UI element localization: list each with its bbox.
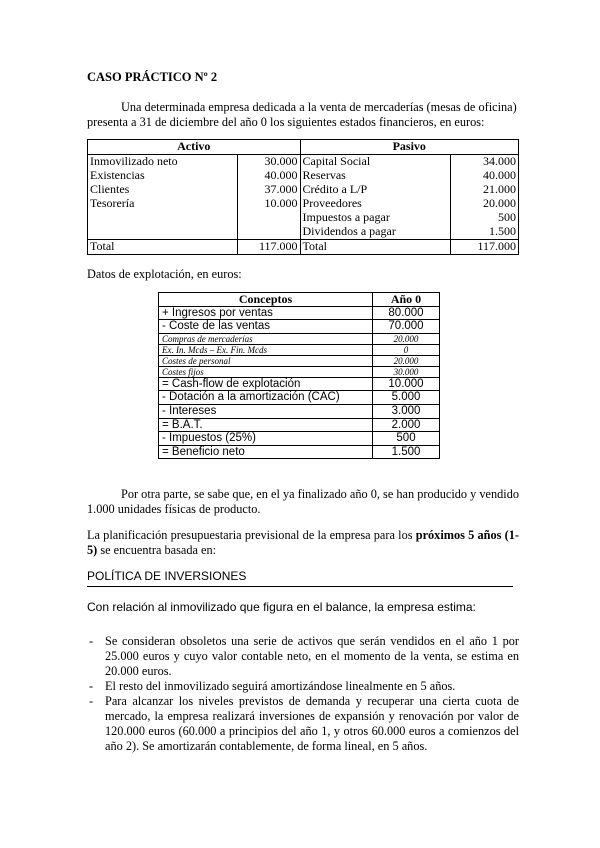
pasivo-label: Proveedores [300,197,451,211]
valor-cell: 70.000 [373,320,440,334]
balance-row [88,211,519,225]
activo-label: Existencias [88,169,238,183]
explotacion-header-row [159,293,440,307]
valor-cell: 30.000 [373,366,440,377]
planning-post: se encuentra basada en: [97,543,217,557]
ano0-header: Año 0 [373,293,440,307]
explotacion-row [159,445,440,459]
bullet-item [87,634,519,679]
balance-row [88,225,519,240]
intro-paragraph [87,100,519,130]
explotacion-row [159,355,440,366]
activo-value: 40.000 [237,169,300,183]
valor-cell: 3.000 [373,404,440,418]
activo-header: Activo [88,140,301,155]
explotacion-row [159,333,440,344]
pasivo-label: Impuestos a pagar [300,211,451,225]
bullet-dash: - [89,679,94,693]
explotacion-row [159,366,440,377]
explotacion-row [159,320,440,334]
valor-cell: 20.000 [373,355,440,366]
concepto-cell: Costes de personal [159,355,373,366]
pasivo-label: Dividendos a pagar [300,225,451,240]
activo-value: 30.000 [237,155,300,170]
concepto-cell: - Dotación a la amortización (CAC) [159,391,373,405]
valor-cell: 0 [373,344,440,355]
balance-header-row [88,140,519,155]
activo-value [237,225,300,240]
bullet-dash: - [89,694,94,708]
pasivo-label: Capital Social [300,155,451,170]
total-activo-value: 117.000 [237,240,300,255]
bullet-item [87,694,519,754]
planning-bold: próximos 5 años (1-5) [87,528,519,557]
bullet-text: Para alcanzar los niveles previstos de demanda y recuperar una cierta cuota de mercado, la empresa realizará inversiones de expansión y renovación por valor de 120.000 euros (60.000 a principios del año 1, y otros 60.000 euros a comienzos del año 2). Se amortizarán contablemente, de forma lineal, en 5 años. [105,694,519,753]
pasivo-value: 20.000 [451,197,519,211]
bullet-item [87,679,519,694]
total-activo-label: Total [88,240,238,255]
balance-row [88,169,519,183]
production-paragraph: Por otra parte, se sabe que, en el ya finalizado año 0, se han producido y vendido 1.000 unidades físicas de producto. [87,487,519,516]
datos-label: Datos de explotación, en euros: [87,267,242,281]
pasivo-header: Pasivo [300,140,518,155]
explotacion-row [159,377,440,391]
bullet-text: Se consideran obsoletos una serie de activos que serán vendidos en el año 1 por 25.000 euros y cuyo valor contable neto, en el momento de la venta, se estima en 20.000 euros. [105,634,519,678]
total-pasivo-value: 117.000 [451,240,519,255]
balance-row [88,183,519,197]
activo-value: 37.000 [237,183,300,197]
concepto-cell: - Impuestos (25%) [159,432,373,446]
concepto-cell: Costes fijos [159,366,373,377]
concepto-cell: + Ingresos por ventas [159,306,373,320]
bullet-list [87,634,519,754]
conceptos-header: Conceptos [159,293,373,307]
explotacion-row [159,404,440,418]
activo-label: Clientes [88,183,238,197]
total-pasivo-label: Total [300,240,451,255]
activo-value [237,211,300,225]
valor-cell: 5.000 [373,391,440,405]
inmovilizado-paragraph: Con relación al inmovilizado que figura en el balance, la empresa estima: [87,600,476,614]
valor-cell: 500 [373,432,440,446]
valor-cell: 80.000 [373,306,440,320]
bullet-text: El resto del inmovilizado seguirá amortizándose linealmente en 5 años. [105,679,456,693]
concepto-cell: Ex. In. Mcds – Ex. Fin. Mcds [159,344,373,355]
page-title: CASO PRÁCTICO Nº 2 [87,70,218,84]
concepto-cell: - Intereses [159,404,373,418]
explotacion-row [159,306,440,320]
planning-pre: La planificación presupuestaria previsional de la empresa para los [87,528,416,542]
valor-cell: 2.000 [373,418,440,432]
pasivo-value: 500 [451,211,519,225]
activo-label [88,211,238,225]
explotacion-row [159,418,440,432]
section-heading: POLÍTICA DE INVERSIONES [87,569,513,587]
pasivo-value: 21.000 [451,183,519,197]
balance-total-row [88,240,519,255]
balance-row [88,197,519,211]
activo-value: 10.000 [237,197,300,211]
activo-label: Tesorería [88,197,238,211]
pasivo-label: Crédito a L/P [300,183,451,197]
balance-sheet-table [87,139,519,255]
concepto-cell: = B.A.T. [159,418,373,432]
pasivo-value: 40.000 [451,169,519,183]
balance-row [88,155,519,170]
pasivo-value: 34.000 [451,155,519,170]
activo-label: Inmovilizado neto [88,155,238,170]
explotacion-row [159,344,440,355]
concepto-cell: = Beneficio neto [159,445,373,459]
valor-cell: 10.000 [373,377,440,391]
pasivo-value: 1.500 [451,225,519,240]
valor-cell: 20.000 [373,333,440,344]
intro-line-2: presenta a 31 de diciembre del año 0 los siguientes estados financieros, en euros: [87,115,485,129]
intro-line-1: Una determinada empresa dedicada a la venta de mercaderías (mesas de oficina) [121,100,517,114]
concepto-cell: = Cash-flow de explotación [159,377,373,391]
concepto-cell: - Coste de las ventas [159,320,373,334]
bullet-dash: - [89,634,94,648]
explotacion-row [159,391,440,405]
concepto-cell: Compras de mercaderías [159,333,373,344]
explotacion-table [158,292,440,459]
valor-cell: 1.500 [373,445,440,459]
activo-label [88,225,238,240]
explotacion-row [159,432,440,446]
planning-paragraph [87,528,519,558]
pasivo-label: Reservas [300,169,451,183]
